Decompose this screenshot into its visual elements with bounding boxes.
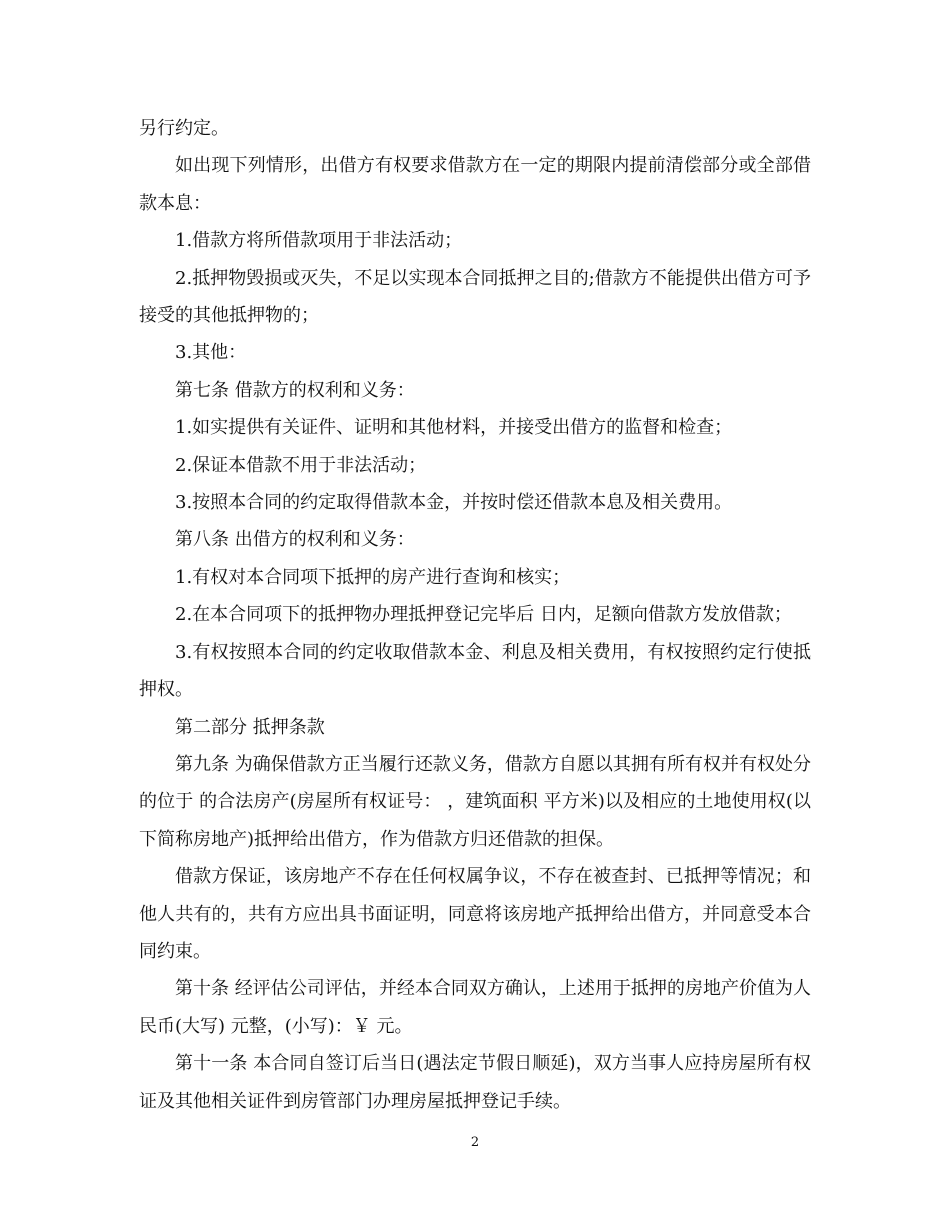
paragraph: 另行约定。 xyxy=(139,118,229,139)
paragraph: 2.保证本借款不用于非法活动； xyxy=(175,454,427,476)
paragraph: 1.如实提供有关证件、证明和其他材料，并接受出借方的监督和检查； xyxy=(175,417,733,439)
document-body xyxy=(139,110,811,1120)
page-number: 2 xyxy=(470,1135,480,1150)
paragraph: 3.按照本合同的约定取得借款本金，并按时偿还借款本息及相关费用。 xyxy=(175,492,733,514)
paragraph: 第七条 借款方的权利和义务： xyxy=(175,379,415,401)
paragraph: 第九条 为确保借款方正当履行还款义务，借款方自愿以其拥有所有权并有权处分的位于 的合法房产(房屋所有权证号： ，建筑面积 平方米)以及相应的土地使用权(以下简称房地产)抵押给出借方，作为借款方归还借款的担保。 xyxy=(139,753,811,850)
paragraph: 第十条 经评估公司评估，并经本合同双方确认，上述用于抵押的房地产价值为人民币(大写) 元整，(小写)：￥ 元。 xyxy=(139,978,811,1037)
paragraph: 第八条 出借方的权利和义务： xyxy=(175,529,415,551)
paragraph: 1.有权对本合同项下抵押的房产进行查询和核实； xyxy=(175,566,571,588)
paragraph: 如出现下列情形，出借方有权要求借款方在一定的期限内提前清偿部分或全部借款本息： xyxy=(139,155,811,214)
paragraph: 3.其他： xyxy=(175,342,247,364)
paragraph: 2.抵押物毁损或灭失，不足以实现本合同抵押之目的;借款方不能提供出借方可予接受的其他抵押物的； xyxy=(139,267,811,327)
paragraph: 第十一条 本合同自签订后当日(遇法定节假日顺延)，双方当事人应持房屋所有权证及其他相关证件到房管部门办理房屋抵押登记手续。 xyxy=(139,1053,811,1112)
paragraph: 借款方保证，该房地产不存在任何权属争议，不存在被查封、已抵押等情况；和他人共有的，共有方应出具书面证明，同意将该房地产抵押给出借方，并同意受本合同约束。 xyxy=(139,866,811,962)
paragraph: 1.借款方将所借款项用于非法活动； xyxy=(175,230,463,252)
paragraph: 第二部分 抵押条款 xyxy=(175,716,325,738)
paragraph: 2.在本合同项下的抵押物办理抵押登记完毕后 日内，足额向借款方发放借款； xyxy=(175,604,792,626)
paragraph: 3.有权按照本合同的约定收取借款本金、利息及相关费用，有权按照约定行使抵押权。 xyxy=(139,641,811,701)
